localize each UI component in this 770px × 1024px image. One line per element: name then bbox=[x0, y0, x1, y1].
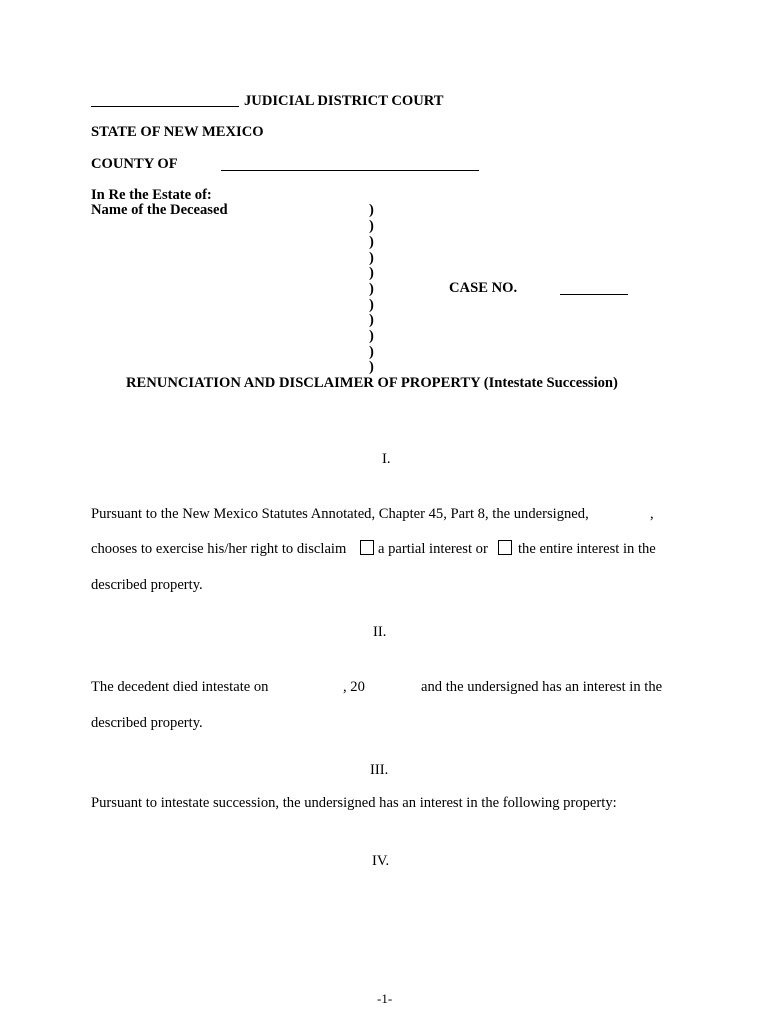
page-number: -1- bbox=[377, 991, 393, 1006]
paren: ) bbox=[369, 218, 374, 234]
paren: ) bbox=[369, 344, 374, 360]
paren: ) bbox=[369, 250, 374, 266]
case-number-blank-line[interactable] bbox=[560, 294, 628, 295]
section-1-text: Pursuant to the New Mexico Statutes Annotated, Chapter 45, Part 8, the undersigned, bbox=[91, 506, 589, 522]
section-heading-3: III. bbox=[370, 762, 389, 778]
partial-interest-checkbox[interactable] bbox=[360, 540, 374, 555]
section-3-text: Pursuant to intestate succession, the undersigned has an interest in the following property: bbox=[91, 795, 617, 811]
paren: ) bbox=[369, 312, 374, 328]
estate-label: In Re the Estate of: bbox=[91, 187, 212, 203]
entire-interest-checkbox[interactable] bbox=[498, 540, 512, 555]
document-title: RENUNCIATION AND DISCLAIMER OF PROPERTY (Intestate Succession) bbox=[126, 375, 618, 391]
section-2-interest-text: and the undersigned has an interest in the bbox=[421, 679, 663, 695]
section-1-described-property: described property. bbox=[91, 577, 203, 593]
paren: ) bbox=[369, 328, 374, 344]
section-heading-1: I. bbox=[382, 451, 391, 467]
court-heading: JUDICIAL DISTRICT COURT bbox=[244, 93, 444, 109]
partial-interest-label: a partial interest or bbox=[378, 541, 488, 557]
paren: ) bbox=[369, 265, 374, 281]
section-1-disclaim-text: chooses to exercise his/her right to disclaim bbox=[91, 541, 347, 557]
county-blank-line[interactable] bbox=[221, 170, 479, 171]
section-2-year: , 20 bbox=[343, 679, 365, 695]
paren: ) bbox=[369, 281, 374, 297]
paren: ) bbox=[369, 202, 374, 218]
section-1-comma: , bbox=[650, 506, 654, 522]
section-heading-2: II. bbox=[373, 624, 387, 640]
paren: ) bbox=[369, 297, 374, 313]
case-number-label: CASE NO. bbox=[449, 280, 518, 296]
section-2-described-property: described property. bbox=[91, 715, 203, 731]
section-2-text: The decedent died intestate on bbox=[91, 679, 269, 695]
section-heading-4: IV. bbox=[372, 853, 390, 869]
entire-interest-label: the entire interest in the bbox=[518, 541, 656, 557]
district-blank-line[interactable] bbox=[91, 106, 239, 107]
county-label: COUNTY OF bbox=[91, 156, 178, 172]
paren: ) bbox=[369, 359, 374, 375]
paren: ) bbox=[369, 234, 374, 250]
state-heading: STATE OF NEW MEXICO bbox=[91, 124, 264, 140]
deceased-name-label: Name of the Deceased bbox=[91, 202, 228, 218]
